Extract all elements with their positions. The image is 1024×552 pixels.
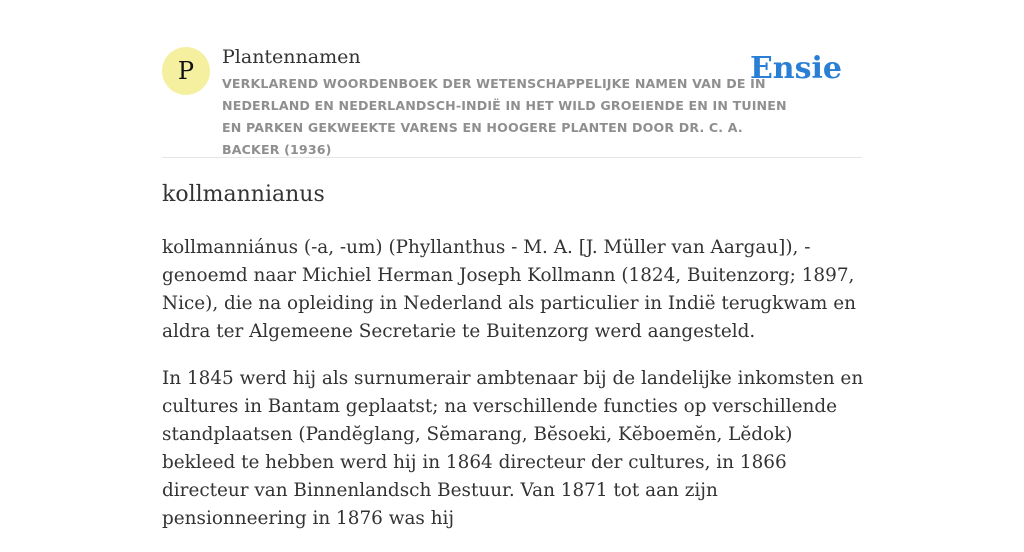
entry-title: kollmannianus — [162, 182, 325, 207]
site-subtitle: VERKLAREND WOORDENBOEK DER WETENSCHAPPELIJKE NAMEN VAN DE IN NEDERLAND EN NEDERLANDSCH-INDIË IN HET WILD GROEIENDE EN IN TUINEN EN PARKEN GEKWEEKTE VARENS EN HOOGERE PLANTEN DOOR DR. C. A. BACKER (1936) — [222, 76, 787, 157]
entry-body — [162, 234, 866, 552]
entry-paragraph: kollmanniánus (-a, -um) (Phyllanthus - M. A. [J. Müller van Aargau]), - genoemd naar Michiel Herman Joseph Kollmann (1824, Buitenzorg; 1897, Nice), die na opleiding in Nederland als particulier in Indië terugkwam en aldra ter Algemeene Secretarie te Buitenzorg werd aangesteld. — [162, 237, 856, 342]
avatar[interactable]: P — [162, 47, 210, 95]
entry-paragraph: In 1845 werd hij als surnumerair ambtenaar bij de landelijke inkomsten en cultures in Bantam geplaatst; na verschillende functies op verschillende standplaatsen (Pandĕglang, Sĕmarang, Bĕsoeki, Kĕboemĕn, Lĕdok) bekleed te hebben werd hij in 1864 directeur der cultures, in 1866 directeur van Binnenlandsch Bestuur. Van 1871 tot aan zijn pensionneering in 1876 was hij — [162, 368, 864, 529]
site-header — [162, 44, 862, 158]
ensie-logo[interactable]: Ensie — [749, 51, 842, 86]
site-title[interactable]: Plantennamen — [222, 46, 361, 68]
